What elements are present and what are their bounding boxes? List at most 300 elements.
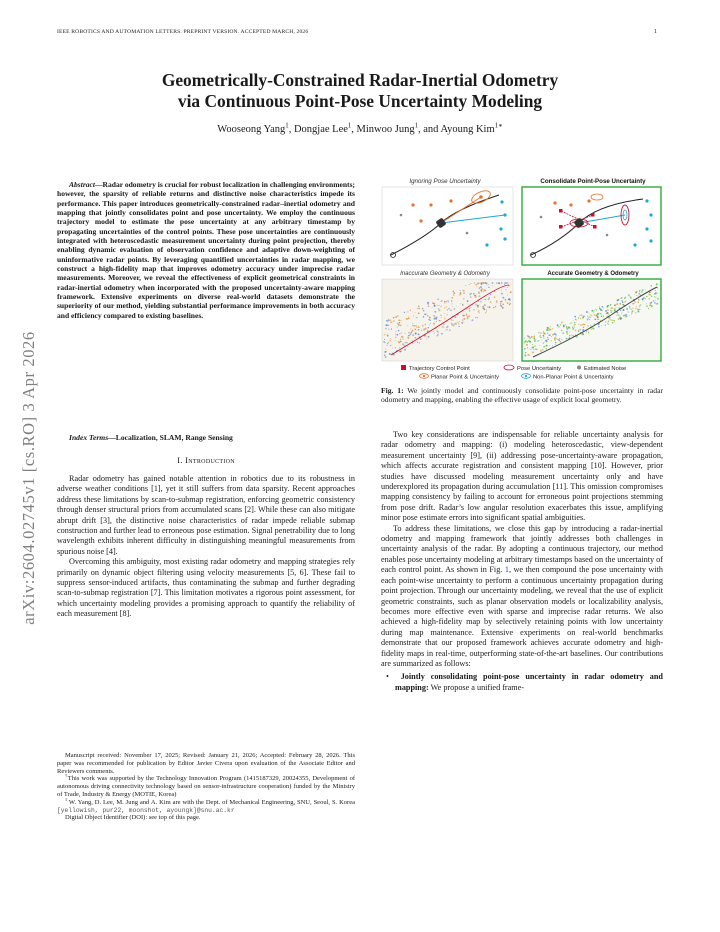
page-number: 1: [654, 29, 657, 35]
map-point: [638, 309, 639, 310]
map-point: [631, 298, 632, 299]
map-point: [654, 296, 656, 298]
map-point: [540, 335, 541, 336]
map-point: [495, 306, 497, 308]
map-point: [425, 324, 426, 325]
map-point: [543, 343, 544, 344]
map-point: [409, 332, 411, 334]
map-point: [385, 328, 386, 329]
map-point: [439, 305, 440, 306]
map-point: [404, 349, 406, 351]
map-point: [616, 315, 617, 316]
map-point: [414, 337, 416, 339]
map-point: [405, 318, 406, 319]
map-point: [543, 336, 544, 337]
map-point: [470, 296, 471, 297]
map-point: [458, 324, 459, 325]
map-point: [589, 312, 590, 313]
map-point: [403, 339, 404, 340]
map-point: [479, 287, 480, 288]
map-point: [570, 323, 571, 324]
map-point: [574, 328, 575, 329]
map-point: [510, 284, 511, 285]
manuscript-note: Manuscript received: November 17, 2025; Revised: January 21, 2026; Accepted: February 28, 2026. This paper was recommended for publication by Editor Javier Civera upon evaluation of the Associate Editor and Reviewers comments.: [57, 752, 355, 775]
map-point: [590, 329, 591, 330]
map-point: [617, 299, 619, 301]
map-point: [584, 324, 586, 326]
map-point: [542, 349, 544, 351]
map-point: [470, 307, 471, 308]
map-point: [407, 311, 408, 312]
map-point: [546, 348, 547, 349]
bullet-text: We propose a unified frame-: [428, 682, 525, 692]
map-point: [603, 316, 604, 317]
map-point: [587, 325, 588, 326]
map-point: [655, 297, 656, 298]
figure-reference-link[interactable]: 1: [504, 565, 509, 575]
map-point: [546, 340, 547, 341]
map-point: [407, 325, 408, 326]
map-point: [629, 315, 630, 316]
map-point: [574, 325, 575, 326]
figure-1-graphic: [381, 175, 663, 381]
map-point: [576, 320, 577, 321]
map-point: [612, 310, 613, 311]
map-point: [458, 323, 459, 324]
map-point: [469, 310, 471, 312]
map-point: [592, 328, 593, 329]
map-point: [600, 313, 601, 314]
map-point: [489, 306, 491, 308]
map-point: [452, 297, 453, 298]
map-point: [390, 338, 391, 339]
map-point: [608, 324, 609, 325]
map-point: [444, 302, 445, 303]
map-point: [566, 331, 568, 333]
map-point: [569, 327, 570, 328]
map-point: [420, 338, 422, 340]
author-separator: , and: [418, 124, 441, 135]
map-point: [422, 325, 424, 327]
abstract-text: —Radar odometry is crucial for robust localization in challenging environments; however, the sparsity of reliable returns and distinctive noise characteristics impede its performance. This paper introduces geometrically-constrained radar–inertial odometry and mapping that jointly consolidates point and pose uncertainty. We employ the continuous trajectory model to estimate the pose uncertainty at any arbitrary timestamp by propagating uncertainties of the control points. These pose uncertainties are continuously integrated with heteroscedastic measurement uncertainty during point projection, thereby enabling dynamic evaluation of observation confidence and adaptive down-weighting of uninformative radar points. By leveraging quantified uncertainties in radar mapping, we construct a high-fidelity map that improves odometry accuracy under imprecise radar measurements. Moreover, we reveal the effectiveness of explicit geometrical constraints in radar-inertial odometry when incorporated with the proposed uncertainty-aware mapping framework. Extensive experiments on diverse real-world datasets demonstrate the superiority of our method, yielding substantial performance improvements in both accuracy and efficiency compared to existing baselines.: [57, 180, 356, 320]
map-point: [460, 292, 462, 294]
map-point: [605, 325, 606, 326]
map-point: [609, 319, 610, 320]
map-point: [631, 297, 632, 298]
author-separator: ,: [351, 124, 357, 135]
map-point: [424, 336, 425, 337]
map-point: [475, 317, 476, 318]
map-point: [422, 308, 424, 310]
map-point: [444, 317, 445, 318]
map-point: [452, 320, 453, 321]
map-point: [566, 333, 568, 335]
map-point: [527, 341, 528, 342]
section-heading: [57, 455, 355, 465]
map-point: [435, 318, 437, 320]
map-point: [467, 318, 468, 319]
map-point: [393, 320, 395, 322]
map-point: [385, 348, 386, 349]
author-name: Minwoo Jung: [356, 124, 415, 135]
map-point: [589, 316, 590, 317]
map-point: [451, 323, 452, 324]
map-point: [456, 306, 457, 307]
map-point: [527, 348, 528, 349]
map-point: [593, 312, 594, 313]
map-point: [557, 339, 558, 340]
map-point: [395, 334, 396, 335]
map-point: [438, 310, 439, 311]
map-point: [432, 307, 433, 308]
map-point: [391, 329, 392, 330]
map-point: [433, 302, 435, 304]
map-point: [395, 340, 396, 341]
map-point: [508, 298, 510, 300]
map-point: [387, 324, 389, 326]
affiliation-mark: 1: [414, 122, 419, 130]
map-point: [413, 315, 414, 316]
map-point: [399, 347, 400, 348]
map-point: [390, 345, 391, 346]
map-point: [398, 330, 400, 332]
map-point: [649, 303, 651, 305]
map-point: [462, 320, 463, 321]
map-point: [654, 302, 656, 304]
map-point: [430, 323, 431, 324]
map-point: [611, 312, 612, 313]
map-point: [608, 314, 609, 315]
map-point: [451, 300, 453, 302]
map-point: [426, 338, 427, 339]
map-point: [488, 284, 489, 285]
map-point: [466, 318, 467, 319]
map-point: [622, 300, 624, 302]
map-point: [476, 309, 477, 310]
affiliation-mark: 1: [347, 122, 352, 130]
map-point: [405, 342, 406, 343]
map-point: [560, 324, 561, 325]
map-point: [578, 324, 579, 325]
map-point: [401, 332, 402, 333]
map-point: [486, 311, 487, 312]
map-point: [505, 300, 506, 301]
author-separator: ,: [288, 124, 294, 135]
map-point: [439, 320, 440, 321]
map-point: [534, 345, 535, 346]
figure-caption: [381, 386, 663, 404]
map-point: [434, 305, 436, 307]
map-point: [608, 321, 609, 322]
map-point: [648, 308, 649, 309]
map-point: [444, 313, 445, 314]
map-point: [631, 314, 632, 315]
map-point: [561, 330, 562, 331]
map-point: [395, 331, 396, 332]
map-point: [416, 327, 417, 328]
map-point: [574, 327, 575, 328]
map-point: [544, 346, 545, 347]
map-point: [527, 335, 529, 337]
map-point: [532, 344, 533, 345]
map-point: [529, 337, 530, 338]
map-point: [507, 282, 508, 283]
map-point: [412, 325, 413, 326]
map-point: [484, 289, 486, 291]
map-point: [446, 314, 447, 315]
map-point: [387, 343, 388, 344]
map-point: [510, 291, 512, 293]
map-point: [645, 298, 646, 299]
map-point: [534, 336, 535, 337]
map-point: [460, 303, 461, 304]
map-point: [503, 304, 505, 306]
map-point: [529, 349, 530, 350]
map-point: [631, 309, 632, 310]
map-point: [453, 292, 455, 294]
map-point: [404, 312, 405, 313]
map-point: [446, 327, 447, 328]
map-point: [400, 341, 402, 343]
map-point: [646, 303, 647, 304]
map-point: [444, 301, 445, 302]
map-point: [543, 331, 544, 332]
map-point: [462, 290, 463, 291]
map-point: [525, 340, 527, 342]
map-point: [468, 308, 470, 310]
map-point: [415, 312, 416, 313]
map-point: [463, 292, 465, 294]
map-point: [655, 300, 656, 301]
map-point: [618, 314, 620, 316]
map-point: [637, 301, 639, 303]
map-point: [463, 318, 465, 320]
trajectory-legend-icon: [401, 365, 406, 370]
map-point: [501, 282, 503, 284]
map-point: [389, 319, 391, 321]
map-point: [447, 309, 448, 310]
map-point: [408, 335, 409, 336]
map-point: [615, 308, 616, 309]
map-point: [490, 301, 492, 303]
map-point: [603, 307, 604, 308]
panel-title-consolidate: Consolidate Point-Pose Uncertainty: [540, 178, 646, 185]
map-point: [429, 320, 431, 322]
map-point: [389, 353, 391, 355]
map-point: [481, 291, 482, 292]
map-point: [586, 311, 588, 313]
map-point: [590, 325, 591, 326]
map-point: [529, 355, 530, 356]
map-point: [588, 330, 589, 331]
map-point: [561, 321, 563, 323]
map-point: [622, 312, 623, 313]
paragraph-part: To address these limitations, we close this gap by introducing a radar-inertial odometry and mapping framework that jointly addresses both challenges in uncertainty analysis of the radar. By adopting a continuous trajectory, our method enables pose uncertainty modeling at arbitrary timestamps based on the uncertainty of each control point. As shown in Fig.: [381, 523, 663, 575]
map-point: [440, 306, 441, 307]
map-point: [624, 315, 625, 316]
map-point: [525, 352, 527, 354]
map-point: [547, 338, 549, 340]
map-point: [459, 326, 460, 327]
map-point: [419, 327, 420, 328]
footnote-mark: †: [65, 773, 68, 779]
map-point: [493, 307, 494, 308]
map-point: [398, 319, 400, 321]
map-point: [479, 304, 480, 305]
map-point: [425, 328, 427, 330]
map-point: [442, 326, 444, 328]
map-point: [539, 336, 540, 337]
map-point: [384, 339, 385, 340]
map-point: [610, 310, 612, 312]
map-point: [427, 330, 428, 331]
map-point: [630, 298, 631, 299]
map-point: [549, 334, 550, 335]
running-header: IEEE ROBOTICS AND AUTOMATION LETTERS. PREPRINT VERSION. ACCEPTED MARCH, 2026: [57, 29, 309, 35]
map-point: [646, 305, 648, 307]
map-point: [635, 312, 636, 313]
map-point: [540, 336, 542, 338]
map-point: [643, 289, 644, 290]
map-point: [656, 303, 658, 305]
map-point: [524, 342, 525, 343]
map-point: [501, 306, 503, 308]
map-point: [535, 348, 536, 349]
map-point: [546, 329, 548, 331]
body-paragraph: Overcoming this ambiguity, most existing radar odometry and mapping strategies rely primarily on dynamic object filtering using velocity measurements [5, 6]. These fail to suppress sensor-induced artifacts, thus contaminating the submap and further degrading scan-to-submap registration [7]. This limitation motivates a rigorous point assessment, for which uncertainty modeling provides a promising approach to quantify the reliability of each measurement [8].: [57, 557, 355, 619]
author-name: Dongjae Lee: [293, 124, 348, 135]
map-point: [574, 316, 576, 318]
map-point: [552, 346, 553, 347]
map-point: [530, 349, 531, 350]
map-point: [524, 348, 526, 350]
map-point: [451, 319, 452, 320]
map-point: [595, 314, 597, 316]
affiliation-note: [57, 796, 355, 815]
map-point: [642, 298, 644, 300]
map-point: [556, 338, 557, 339]
map-point: [596, 310, 597, 311]
map-point: [551, 336, 552, 337]
map-point: [414, 326, 415, 327]
map-point: [537, 340, 538, 341]
map-point: [557, 326, 558, 327]
map-point: [463, 315, 465, 317]
map-point: [418, 329, 419, 330]
map-point: [500, 303, 501, 304]
map-point: [648, 294, 650, 296]
map-point: [408, 318, 409, 319]
map-point: [562, 332, 564, 334]
map-point: [396, 334, 398, 336]
map-point: [469, 284, 470, 285]
map-point: [395, 347, 396, 348]
body-paragraph: [381, 524, 663, 670]
map-point: [388, 342, 389, 343]
map-point: [625, 297, 626, 298]
map-point: [564, 325, 565, 326]
map-point: [391, 321, 393, 323]
contribution-bullet: [381, 672, 663, 693]
map-point: [639, 305, 640, 306]
map-point: [509, 304, 510, 305]
map-point: [471, 319, 473, 321]
legend-noise: Estimated Noise: [584, 366, 627, 372]
map-point: [524, 337, 525, 338]
map-point: [594, 318, 596, 320]
map-point: [561, 339, 562, 340]
map-point: [463, 298, 464, 299]
caption-label: Fig. 1:: [381, 386, 404, 395]
map-point: [483, 282, 485, 284]
map-point: [484, 299, 485, 300]
affiliation-mark: 1∗: [494, 122, 503, 130]
map-point: [492, 285, 493, 286]
map-point: [418, 330, 419, 331]
map-point: [449, 329, 451, 331]
map-point: [579, 329, 580, 330]
map-point: [459, 294, 460, 295]
map-point: [607, 323, 608, 324]
map-point: [637, 310, 639, 312]
map-point: [427, 303, 429, 305]
map-point: [651, 296, 652, 297]
map-point: [620, 310, 621, 311]
map-point: [625, 301, 627, 303]
map-point: [638, 299, 639, 300]
map-point: [616, 303, 618, 305]
funding-text: This work was supported by the Technology Innovation Program (1415187329, 20024355, Development of autonomous driving connectivity technology based on sensor-infrastructure cooperation) funded by the Ministry of Trade, Industry & Energy (MOTIE, Korea): [57, 775, 355, 798]
map-point: [452, 291, 454, 293]
map-point: [631, 312, 633, 314]
map-point: [547, 327, 549, 329]
map-point: [622, 301, 623, 302]
map-point: [555, 336, 556, 337]
map-point: [557, 325, 558, 326]
map-point: [656, 292, 657, 293]
map-point: [590, 314, 591, 315]
map-point: [552, 328, 553, 329]
map-point: [656, 284, 657, 285]
map-point: [418, 333, 420, 335]
map-point: [417, 341, 419, 343]
index-terms-label: Index Terms: [69, 433, 109, 442]
map-point: [483, 289, 484, 290]
map-point: [565, 324, 566, 325]
map-point: [446, 301, 448, 303]
map-point: [488, 299, 490, 301]
map-point: [439, 320, 440, 321]
map-point: [579, 315, 580, 316]
map-point: [438, 308, 440, 310]
map-point: [639, 293, 640, 294]
map-point: [402, 343, 404, 345]
map-point: [437, 305, 438, 306]
map-point: [544, 342, 545, 343]
map-point: [588, 318, 589, 319]
map-point: [625, 316, 626, 317]
map-point: [429, 324, 430, 325]
map-point: [412, 323, 413, 324]
map-point: [494, 296, 496, 298]
map-point: [399, 333, 401, 335]
map-point: [496, 302, 497, 303]
title-line-1: Geometrically-Constrained Radar-Inertial Odometry: [161, 70, 559, 90]
map-point: [434, 333, 435, 334]
map-point: [594, 314, 595, 315]
schematic-consolidate: [522, 187, 661, 265]
map-point: [507, 287, 508, 288]
